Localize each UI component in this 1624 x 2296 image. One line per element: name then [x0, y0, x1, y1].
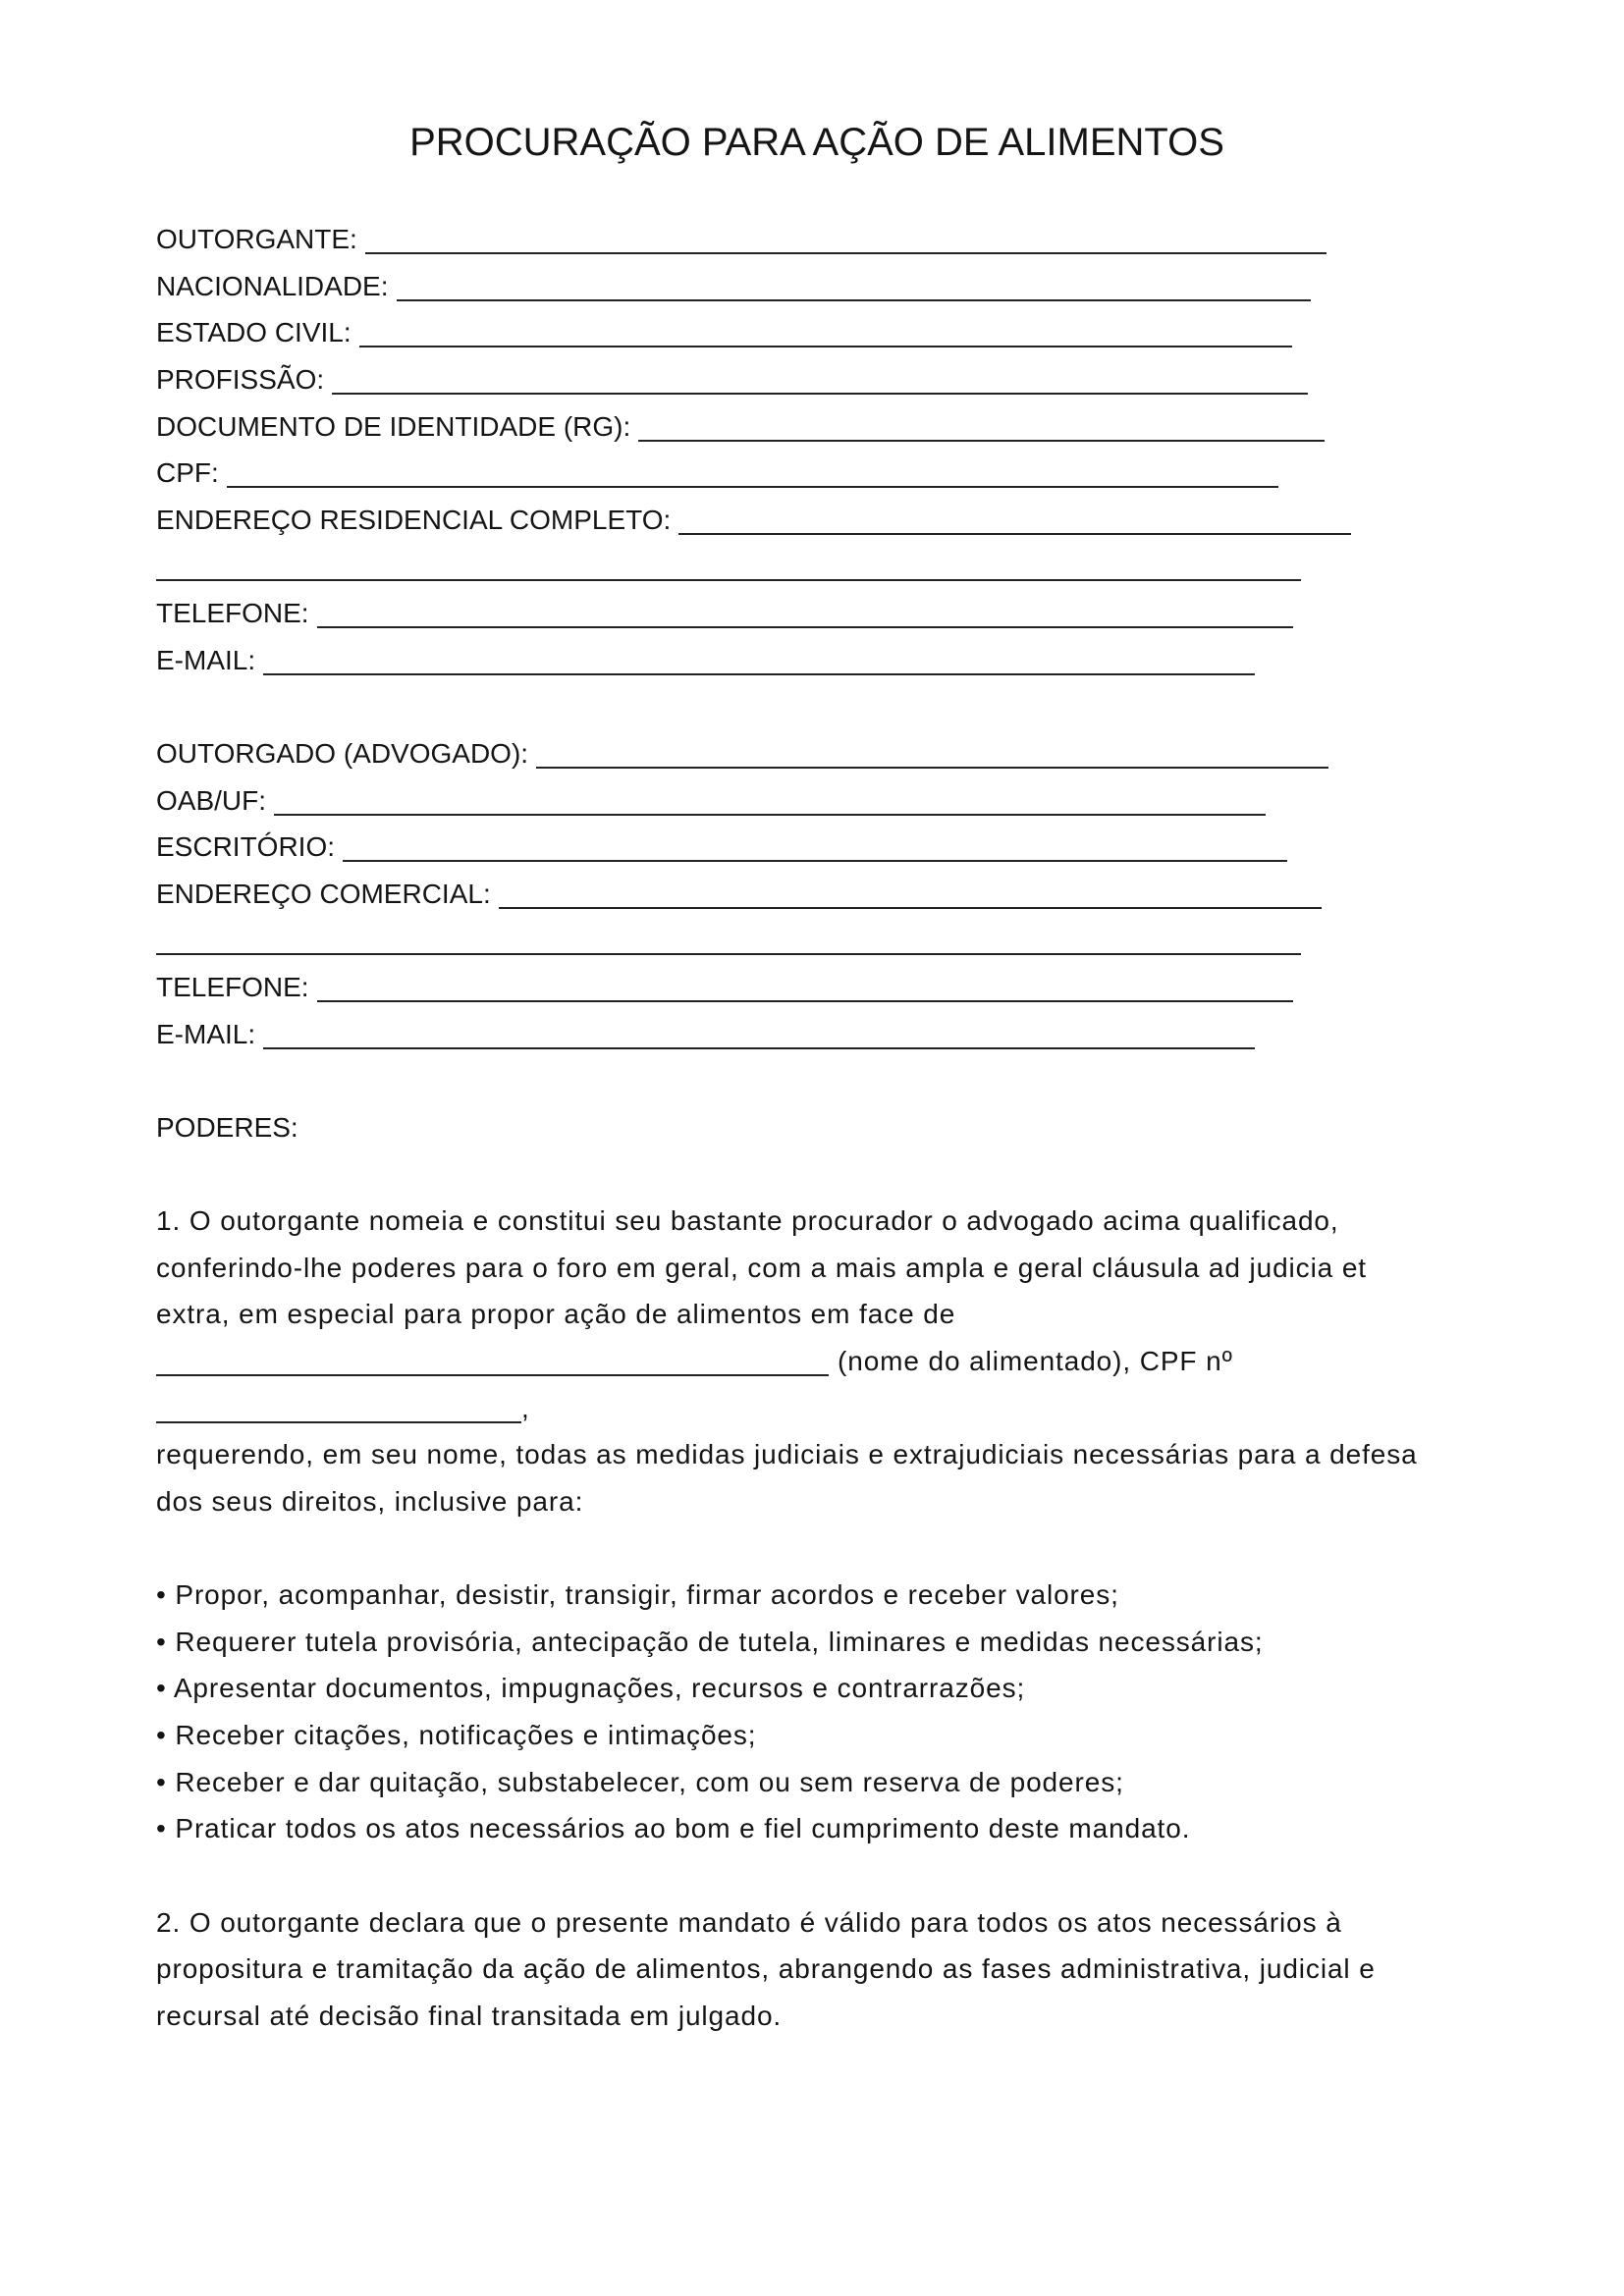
field-label: CPF: [156, 457, 219, 489]
outorgante-profession-field [156, 356, 1308, 403]
outorgante-cpf-field [156, 450, 1278, 497]
alimentado-hint: (nome do alimentado), CPF nº [838, 1346, 1233, 1376]
fill-in-line [359, 346, 1292, 347]
fill-in-line [263, 1047, 1255, 1049]
outorgado-name-field [156, 730, 1328, 777]
cpf-suffix: , [521, 1392, 530, 1423]
paragraph-line: 1. O outorgante nomeia e constitui seu bastante procurador o advogado acima qualificado, [156, 1205, 1339, 1237]
paragraph-line: dos seus direitos, inclusive para: [156, 1485, 584, 1517]
paragraph-line: recursal até decisão final transitada em julgado. [156, 2000, 783, 2031]
document-title: PROCURAÇÃO PARA AÇÃO DE ALIMENTOS [409, 121, 1224, 164]
field-label: NACIONALIDADE: [156, 270, 389, 301]
clausula-2-paragraph [156, 1899, 1531, 2040]
fill-in-line [397, 299, 1312, 301]
outorgado-address-continuation [156, 917, 1301, 964]
paragraph-line: conferindo-lhe poderes para o foro em geral, com a mais ampla e geral cláusula ad judicia et [156, 1252, 1367, 1283]
outorgado-email-field [156, 1011, 1255, 1058]
fill-in-line [156, 1421, 521, 1423]
field-label: E-MAIL: [156, 644, 256, 675]
document-body [156, 216, 1531, 2039]
outorgante-rg-field [156, 403, 1325, 451]
field-label: OAB/UF: [156, 784, 267, 816]
field-label: PROFISSÃO: [156, 363, 325, 395]
poderes-heading [156, 1104, 1531, 1151]
alimentado-name-line [156, 1338, 1531, 1385]
outorgante-section [156, 216, 1531, 683]
outorgado-section [156, 730, 1531, 1057]
fill-in-line [332, 393, 1308, 395]
list-item: • Receber citações, notificações e intimações; [156, 1720, 757, 1750]
field-label: DOCUMENTO DE IDENTIDADE (RG): [156, 410, 631, 442]
outorgante-marital-status-field [156, 309, 1292, 356]
fill-in-line [156, 1374, 829, 1376]
outorgante-phone-field [156, 590, 1293, 637]
clausula-1-paragraph [156, 1198, 1531, 1524]
field-label: E-MAIL: [156, 1018, 256, 1049]
fill-in-line [365, 252, 1326, 254]
paragraph-line: propositura e tramitação da ação de alimentos, abrangendo as fases administrativa, judicial e [156, 1953, 1376, 1985]
field-label: ESTADO CIVIL: [156, 317, 352, 348]
fill-in-line [638, 440, 1325, 442]
fill-in-line [227, 486, 1278, 488]
outorgado-oab-field [156, 777, 1266, 825]
paragraph-line: extra, em especial para propor ação de alimentos em face de [156, 1299, 956, 1330]
outorgado-phone-field [156, 964, 1293, 1011]
fill-in-line [536, 767, 1328, 769]
fill-in-line [317, 1000, 1293, 1002]
outorgado-address-field [156, 871, 1322, 918]
outorgante-name-field [156, 216, 1326, 263]
field-label: OUTORGADO (ADVOGADO): [156, 737, 529, 769]
paragraph-line: requerendo, em seu nome, todas as medidas judiciais e extrajudiciais necessárias para a defesa [156, 1439, 1418, 1470]
section-heading: PODERES: [156, 1111, 298, 1143]
fill-in-line [678, 533, 1351, 535]
field-label: ENDEREÇO COMERCIAL: [156, 878, 491, 909]
fill-in-line [263, 673, 1255, 675]
poderes-bullet-list [156, 1572, 1531, 1852]
fill-in-line [499, 907, 1322, 909]
fill-in-line [274, 814, 1266, 816]
fill-in-line [156, 953, 1301, 955]
list-item: • Receber e dar quitação, substabelecer, com ou sem reserva de poderes; [156, 1766, 1124, 1797]
list-item: • Propor, acompanhar, desistir, transigir, firmar acordos e receber valores; [156, 1579, 1119, 1611]
field-label: ENDEREÇO RESIDENCIAL COMPLETO: [156, 504, 672, 535]
field-label: TELEFONE: [156, 972, 309, 1002]
fill-in-line [156, 579, 1301, 581]
outorgante-email-field [156, 637, 1255, 684]
field-label: OUTORGANTE: [156, 224, 357, 254]
outorgante-address-continuation [156, 543, 1301, 590]
fill-in-line [343, 860, 1287, 862]
list-item: • Apresentar documentos, impugnações, recursos e contrarrazões; [156, 1673, 1026, 1704]
paragraph-line: 2. O outorgante declara que o presente mandato é válido para todos os atos necessários à [156, 1906, 1342, 1938]
field-label: ESCRITÓRIO: [156, 831, 336, 863]
outorgado-office-field [156, 824, 1287, 871]
field-label: TELEFONE: [156, 598, 309, 628]
fill-in-line [317, 626, 1293, 628]
outorgante-nationality-field [156, 263, 1311, 310]
list-item: • Requerer tutela provisória, antecipação de tutela, liminares e medidas necessárias; [156, 1626, 1264, 1657]
outorgante-address-field [156, 497, 1351, 544]
list-item: • Praticar todos os atos necessários ao bom e fiel cumprimento deste mandato. [156, 1813, 1191, 1844]
alimentado-cpf-line [156, 1385, 1531, 1432]
poderes-section [156, 1104, 1531, 2040]
